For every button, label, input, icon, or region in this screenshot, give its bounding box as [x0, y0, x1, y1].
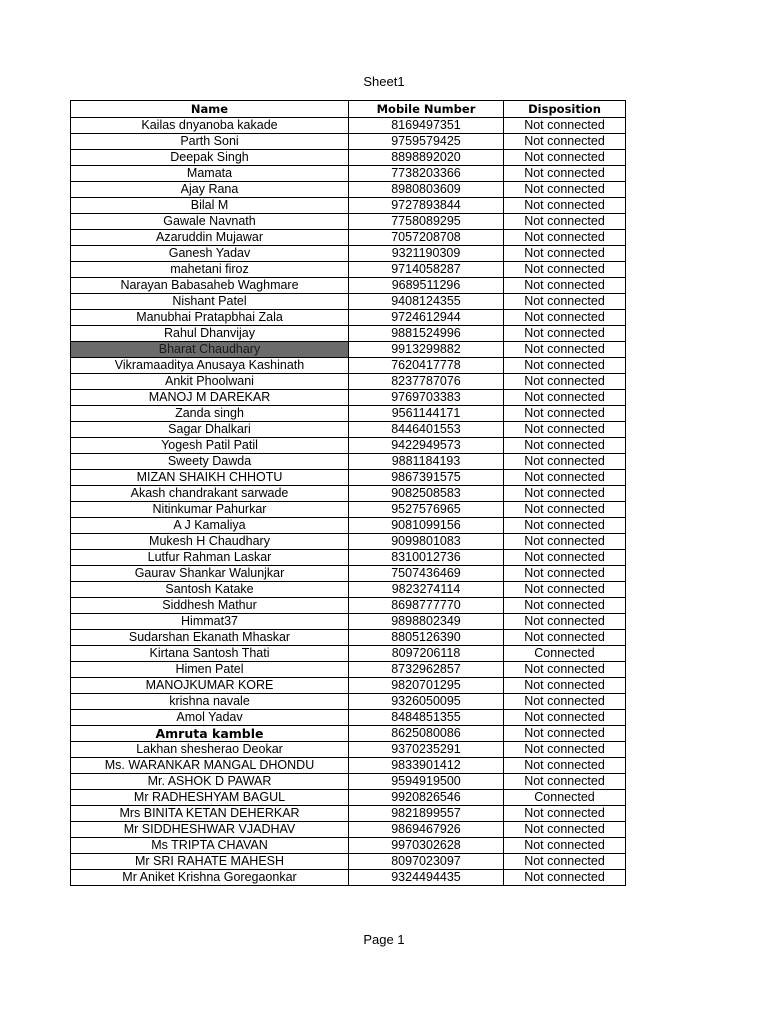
mobile-number-cell[interactable]: 9920826546	[349, 790, 504, 806]
table-row	[71, 854, 626, 870]
mobile-number-cell[interactable]: 8097023097	[349, 854, 504, 870]
mobile-number-cell[interactable]: 9823274114	[349, 582, 504, 598]
disposition-cell[interactable]: Not connected	[504, 694, 626, 710]
mobile-number-cell[interactable]: 7620417778	[349, 358, 504, 374]
table-row	[71, 486, 626, 502]
name-cell[interactable]: Mamata	[71, 166, 349, 182]
mobile-number-cell[interactable]: 9869467926	[349, 822, 504, 838]
disposition-cell[interactable]: Not connected	[504, 294, 626, 310]
disposition-cell[interactable]: Not connected	[504, 118, 626, 134]
name-cell[interactable]: Mrs BINITA KETAN DEHERKAR	[71, 806, 349, 822]
page-number: Page 1	[363, 932, 405, 947]
name-cell[interactable]: Himen Patel	[71, 662, 349, 678]
disposition-cell[interactable]: Not connected	[504, 710, 626, 726]
table-row	[71, 198, 626, 214]
name-cell[interactable]: Lutfur Rahman Laskar	[71, 550, 349, 566]
name-cell[interactable]: Ms TRIPTA CHAVAN	[71, 838, 349, 854]
disposition-cell[interactable]: Not connected	[504, 598, 626, 614]
disposition-cell[interactable]: Not connected	[504, 534, 626, 550]
mobile-number-cell[interactable]: 8698777770	[349, 598, 504, 614]
table-row	[71, 182, 626, 198]
disposition-cell[interactable]: Not connected	[504, 438, 626, 454]
disposition-cell[interactable]: Not connected	[504, 134, 626, 150]
disposition-cell[interactable]: Not connected	[504, 182, 626, 198]
sheet-title: Sheet1	[363, 74, 405, 89]
mobile-number-cell[interactable]: 9727893844	[349, 198, 504, 214]
table-row	[71, 806, 626, 822]
mobile-number-cell[interactable]: 9759579425	[349, 134, 504, 150]
table-row	[71, 422, 626, 438]
table-row	[71, 230, 626, 246]
mobile-number-cell[interactable]: 7507436469	[349, 566, 504, 582]
name-cell[interactable]: Bharat Chaudhary	[71, 342, 349, 358]
name-cell[interactable]: Vikramaaditya Anusaya Kashinath	[71, 358, 349, 374]
mobile-number-cell[interactable]: 8310012736	[349, 550, 504, 566]
mobile-number-cell[interactable]: 9326050095	[349, 694, 504, 710]
mobile-number-cell[interactable]: 9820701295	[349, 678, 504, 694]
mobile-number-cell[interactable]: 8169497351	[349, 118, 504, 134]
disposition-cell[interactable]: Not connected	[504, 470, 626, 486]
disposition-cell[interactable]: Not connected	[504, 582, 626, 598]
table-row	[71, 566, 626, 582]
disposition-cell[interactable]: Not connected	[504, 278, 626, 294]
name-cell[interactable]: MANOJ M DAREKAR	[71, 390, 349, 406]
table-row	[71, 166, 626, 182]
mobile-number-cell[interactable]: 9561144171	[349, 406, 504, 422]
table-row	[71, 598, 626, 614]
disposition-cell[interactable]: Connected	[504, 790, 626, 806]
table-row	[71, 454, 626, 470]
disposition-cell[interactable]: Not connected	[504, 550, 626, 566]
name-cell[interactable]: Gawale Navnath	[71, 214, 349, 230]
table-row	[71, 246, 626, 262]
disposition-cell[interactable]: Not connected	[504, 742, 626, 758]
name-cell[interactable]: Mr RADHESHYAM BAGUL	[71, 790, 349, 806]
contacts-table	[70, 100, 626, 886]
table-row	[71, 518, 626, 534]
table-row	[71, 534, 626, 550]
table-row	[71, 774, 626, 790]
mobile-number-cell[interactable]: 7738203366	[349, 166, 504, 182]
table-body	[71, 118, 626, 886]
mobile-number-cell[interactable]: 9913299882	[349, 342, 504, 358]
disposition-cell[interactable]: Not connected	[504, 758, 626, 774]
name-cell[interactable]: Ms. WARANKAR MANGAL DHONDU	[71, 758, 349, 774]
mobile-number-cell[interactable]: 9881524996	[349, 326, 504, 342]
table-row	[71, 710, 626, 726]
mobile-number-cell[interactable]: 9099801083	[349, 534, 504, 550]
name-cell[interactable]: Mukesh H Chaudhary	[71, 534, 349, 550]
mobile-number-cell[interactable]: 9081099156	[349, 518, 504, 534]
table-row	[71, 758, 626, 774]
name-cell[interactable]: Sudarshan Ekanath Mhaskar	[71, 630, 349, 646]
table-row	[71, 502, 626, 518]
table-row	[71, 678, 626, 694]
column-header-mobile-number[interactable]: Mobile Number	[349, 101, 504, 118]
mobile-number-cell[interactable]: 8980803609	[349, 182, 504, 198]
name-cell[interactable]: Himmat37	[71, 614, 349, 630]
mobile-number-cell[interactable]: 8097206118	[349, 646, 504, 662]
mobile-number-cell[interactable]: 8732962857	[349, 662, 504, 678]
name-cell[interactable]: Rahul Dhanvijay	[71, 326, 349, 342]
name-cell[interactable]: Manubhai Pratapbhai Zala	[71, 310, 349, 326]
disposition-cell[interactable]: Not connected	[504, 502, 626, 518]
table-row	[71, 262, 626, 278]
mobile-number-cell[interactable]: 8898892020	[349, 150, 504, 166]
name-cell[interactable]: Santosh Katake	[71, 582, 349, 598]
table-row	[71, 358, 626, 374]
name-cell[interactable]: Bilal M	[71, 198, 349, 214]
table-row	[71, 742, 626, 758]
mobile-number-cell[interactable]: 8805126390	[349, 630, 504, 646]
table-row	[71, 470, 626, 486]
table-row	[71, 870, 626, 886]
name-cell[interactable]: Sagar Dhalkari	[71, 422, 349, 438]
name-cell[interactable]: Lakhan shesherao Deokar	[71, 742, 349, 758]
disposition-cell[interactable]: Not connected	[504, 774, 626, 790]
disposition-cell[interactable]: Not connected	[504, 198, 626, 214]
name-cell[interactable]: Parth Soni	[71, 134, 349, 150]
table-row	[71, 374, 626, 390]
disposition-cell[interactable]: Not connected	[504, 630, 626, 646]
table-row	[71, 790, 626, 806]
name-cell[interactable]: Azaruddin Mujawar	[71, 230, 349, 246]
name-cell[interactable]: Ajay Rana	[71, 182, 349, 198]
name-cell[interactable]: Mr. ASHOK D PAWAR	[71, 774, 349, 790]
name-cell[interactable]: Yogesh Patil Patil	[71, 438, 349, 454]
table-row	[71, 582, 626, 598]
table-row	[71, 630, 626, 646]
mobile-number-cell[interactable]: 9527576965	[349, 502, 504, 518]
mobile-number-cell[interactable]: 9422949573	[349, 438, 504, 454]
name-cell[interactable]: Siddhesh Mathur	[71, 598, 349, 614]
disposition-cell[interactable]: Not connected	[504, 614, 626, 630]
name-cell[interactable]: Mr SIDDHESHWAR VJADHAV	[71, 822, 349, 838]
name-cell[interactable]: Mr SRI RAHATE MAHESH	[71, 854, 349, 870]
disposition-cell[interactable]: Not connected	[504, 374, 626, 390]
name-cell[interactable]: Zanda singh	[71, 406, 349, 422]
mobile-number-cell[interactable]: 9724612944	[349, 310, 504, 326]
name-cell[interactable]: A J Kamaliya	[71, 518, 349, 534]
table-row	[71, 662, 626, 678]
disposition-cell[interactable]: Not connected	[504, 726, 626, 742]
disposition-cell[interactable]: Not connected	[504, 326, 626, 342]
disposition-cell[interactable]: Not connected	[504, 454, 626, 470]
disposition-cell[interactable]: Connected	[504, 646, 626, 662]
table-row	[71, 390, 626, 406]
mobile-number-cell[interactable]: 9833901412	[349, 758, 504, 774]
disposition-cell[interactable]: Not connected	[504, 678, 626, 694]
table-row	[71, 294, 626, 310]
name-cell[interactable]: Akash chandrakant sarwade	[71, 486, 349, 502]
name-cell[interactable]: Nitinkumar Pahurkar	[71, 502, 349, 518]
header-row	[71, 101, 626, 118]
disposition-cell[interactable]: Not connected	[504, 310, 626, 326]
table-row	[71, 342, 626, 358]
table-row	[71, 326, 626, 342]
mobile-number-cell[interactable]: 8446401553	[349, 422, 504, 438]
name-cell[interactable]: krishna navale	[71, 694, 349, 710]
disposition-cell[interactable]: Not connected	[504, 870, 626, 886]
mobile-number-cell[interactable]: 9881184193	[349, 454, 504, 470]
table-row	[71, 726, 626, 742]
disposition-cell[interactable]: Not connected	[504, 166, 626, 182]
table-row	[71, 406, 626, 422]
name-cell[interactable]: MANOJKUMAR KORE	[71, 678, 349, 694]
disposition-cell[interactable]: Not connected	[504, 822, 626, 838]
table-row	[71, 822, 626, 838]
table-row	[71, 438, 626, 454]
disposition-cell[interactable]: Not connected	[504, 150, 626, 166]
disposition-cell[interactable]: Not connected	[504, 566, 626, 582]
name-cell[interactable]: Sweety Dawda	[71, 454, 349, 470]
table-row	[71, 310, 626, 326]
name-cell[interactable]: Ganesh Yadav	[71, 246, 349, 262]
mobile-number-cell[interactable]: 7057208708	[349, 230, 504, 246]
disposition-cell[interactable]: Not connected	[504, 262, 626, 278]
mobile-number-cell[interactable]: 9970302628	[349, 838, 504, 854]
name-cell[interactable]: Amruta kamble	[71, 726, 349, 742]
disposition-cell[interactable]: Not connected	[504, 214, 626, 230]
mobile-number-cell[interactable]: 9370235291	[349, 742, 504, 758]
mobile-number-cell[interactable]: 9769703383	[349, 390, 504, 406]
name-cell[interactable]: Mr Aniket Krishna Goregaonkar	[71, 870, 349, 886]
disposition-cell[interactable]: Not connected	[504, 406, 626, 422]
name-cell[interactable]: Nishant Patel	[71, 294, 349, 310]
mobile-number-cell[interactable]: 9898802349	[349, 614, 504, 630]
disposition-cell[interactable]: Not connected	[504, 230, 626, 246]
table-row	[71, 134, 626, 150]
name-cell[interactable]: Ankit Phoolwani	[71, 374, 349, 390]
table-row	[71, 278, 626, 294]
table-row	[71, 214, 626, 230]
mobile-number-cell[interactable]: 9821899557	[349, 806, 504, 822]
mobile-number-cell[interactable]: 9082508583	[349, 486, 504, 502]
table-row	[71, 150, 626, 166]
mobile-number-cell[interactable]: 8484851355	[349, 710, 504, 726]
name-cell[interactable]: Deepak Singh	[71, 150, 349, 166]
mobile-number-cell[interactable]: 9324494435	[349, 870, 504, 886]
disposition-cell[interactable]: Not connected	[504, 854, 626, 870]
disposition-cell[interactable]: Not connected	[504, 662, 626, 678]
disposition-cell[interactable]: Not connected	[504, 422, 626, 438]
disposition-cell[interactable]: Not connected	[504, 518, 626, 534]
name-cell[interactable]: Gaurav Shankar Walunjkar	[71, 566, 349, 582]
mobile-number-cell[interactable]: 9321190309	[349, 246, 504, 262]
disposition-cell[interactable]: Not connected	[504, 358, 626, 374]
column-header-name[interactable]: Name	[71, 101, 349, 118]
name-cell[interactable]: Kirtana Santosh Thati	[71, 646, 349, 662]
name-cell[interactable]: Amol Yadav	[71, 710, 349, 726]
mobile-number-cell[interactable]: 9594919500	[349, 774, 504, 790]
mobile-number-cell[interactable]: 7758089295	[349, 214, 504, 230]
mobile-number-cell[interactable]: 9714058287	[349, 262, 504, 278]
table-row	[71, 118, 626, 134]
column-header-disposition[interactable]: Disposition	[504, 101, 626, 118]
table-row	[71, 550, 626, 566]
mobile-number-cell[interactable]: 9408124355	[349, 294, 504, 310]
mobile-number-cell[interactable]: 9867391575	[349, 470, 504, 486]
disposition-cell[interactable]: Not connected	[504, 838, 626, 854]
disposition-cell[interactable]: Not connected	[504, 342, 626, 358]
name-cell[interactable]: Kailas dnyanoba kakade	[71, 118, 349, 134]
disposition-cell[interactable]: Not connected	[504, 246, 626, 262]
mobile-number-cell[interactable]: 8237787076	[349, 374, 504, 390]
disposition-cell[interactable]: Not connected	[504, 390, 626, 406]
table-row	[71, 614, 626, 630]
name-cell[interactable]: mahetani firoz	[71, 262, 349, 278]
mobile-number-cell[interactable]: 9689511296	[349, 278, 504, 294]
disposition-cell[interactable]: Not connected	[504, 806, 626, 822]
table-row	[71, 838, 626, 854]
name-cell[interactable]: Narayan Babasaheb Waghmare	[71, 278, 349, 294]
disposition-cell[interactable]: Not connected	[504, 486, 626, 502]
table-row	[71, 646, 626, 662]
table-row	[71, 694, 626, 710]
mobile-number-cell[interactable]: 8625080086	[349, 726, 504, 742]
name-cell[interactable]: MIZAN SHAIKH CHHOTU	[71, 470, 349, 486]
